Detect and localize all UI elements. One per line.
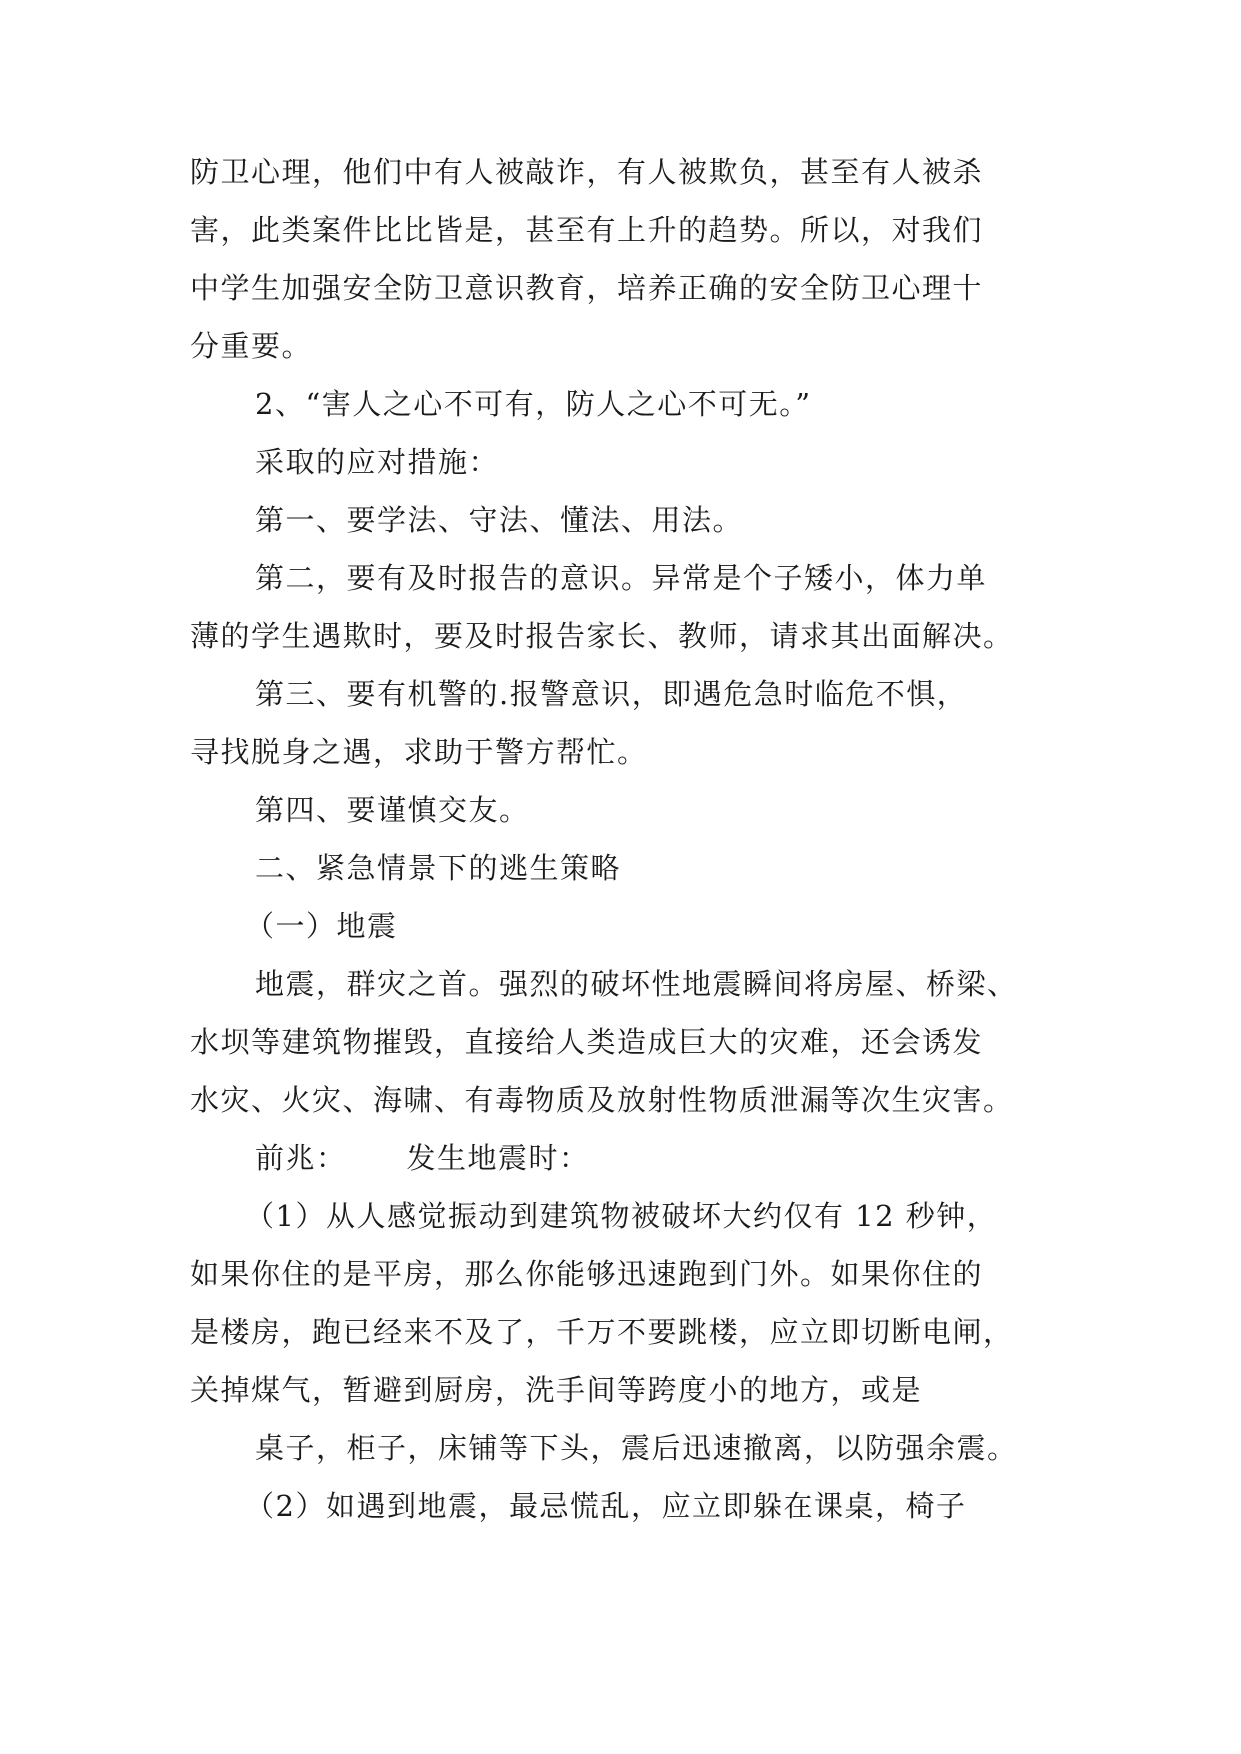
paragraph-line: 薄的学生遇欺时，要及时报告家长、教师，请求其出面解决。 [190, 619, 1014, 653]
paragraph-line: 水灾、火灾、海啸、有毒物质及放射性物质泄漏等次生灾害。 [190, 1083, 1014, 1117]
paragraph-line: 关掉煤气，暂避到厨房，洗手间等跨度小的地方，或是 [190, 1373, 923, 1407]
paragraph-line: 桌子，柜子，床铺等下头，震后迅速撤离，以防强余震。 [255, 1431, 1018, 1465]
list-item: （2）如遇到地震，最忌慌乱，应立即躲在课桌，椅子 [245, 1489, 967, 1523]
list-item: 第二，要有及时报告的意识。异常是个子矮小，体力单 [255, 561, 988, 595]
paragraph-line: 分重要。 [190, 329, 313, 363]
list-item: （1）从人感觉振动到建筑物被破坏大约仅有 12 秒钟， [245, 1199, 998, 1233]
paragraph-line: 害，此类案件比比皆是，甚至有上升的趋势。所以，对我们 [190, 213, 984, 247]
section-label: 采取的应对措施： [255, 445, 500, 479]
quote-line: 2、“害人之心不可有，防人之心不可无。” [255, 387, 812, 421]
paragraph-line: 地震，群灾之首。强烈的破坏性地震瞬间将房屋、桥梁、 [255, 967, 1018, 1001]
paragraph-line: 中学生加强安全防卫意识教育，培养正确的安全防卫心理十 [190, 271, 984, 305]
section-heading: 二、紧急情景下的逃生策略 [255, 851, 622, 885]
earthquake-occurs-label: 发生地震时： [406, 1141, 590, 1175]
list-item: 第三、要有机警的.报警意识，即遇危急时临危不惧， [255, 677, 968, 711]
paragraph-line: 如果你住的是平房，那么你能够迅速跑到门外。如果你住的 [190, 1257, 984, 1291]
paragraph-line: 寻找脱身之遇，求助于警方帮忙。 [190, 735, 648, 769]
list-item: 第四、要谨慎交友。 [255, 793, 530, 827]
subsection-heading: （一）地震 [245, 909, 398, 943]
list-item: 第一、要学法、守法、懂法、用法。 [255, 503, 744, 537]
paragraph-line: 是楼房，跑已经来不及了，千万不要跳楼，应立即切断电闸， [190, 1315, 1014, 1349]
paragraph-line: 防卫心理，他们中有人被敲诈，有人被欺负，甚至有人被杀 [190, 155, 984, 189]
paragraph-line: 水坝等建筑物摧毁，直接给人类造成巨大的灾难，还会诱发 [190, 1025, 984, 1059]
precursor-label: 前兆： [255, 1141, 347, 1175]
label-row [255, 1138, 1125, 1178]
